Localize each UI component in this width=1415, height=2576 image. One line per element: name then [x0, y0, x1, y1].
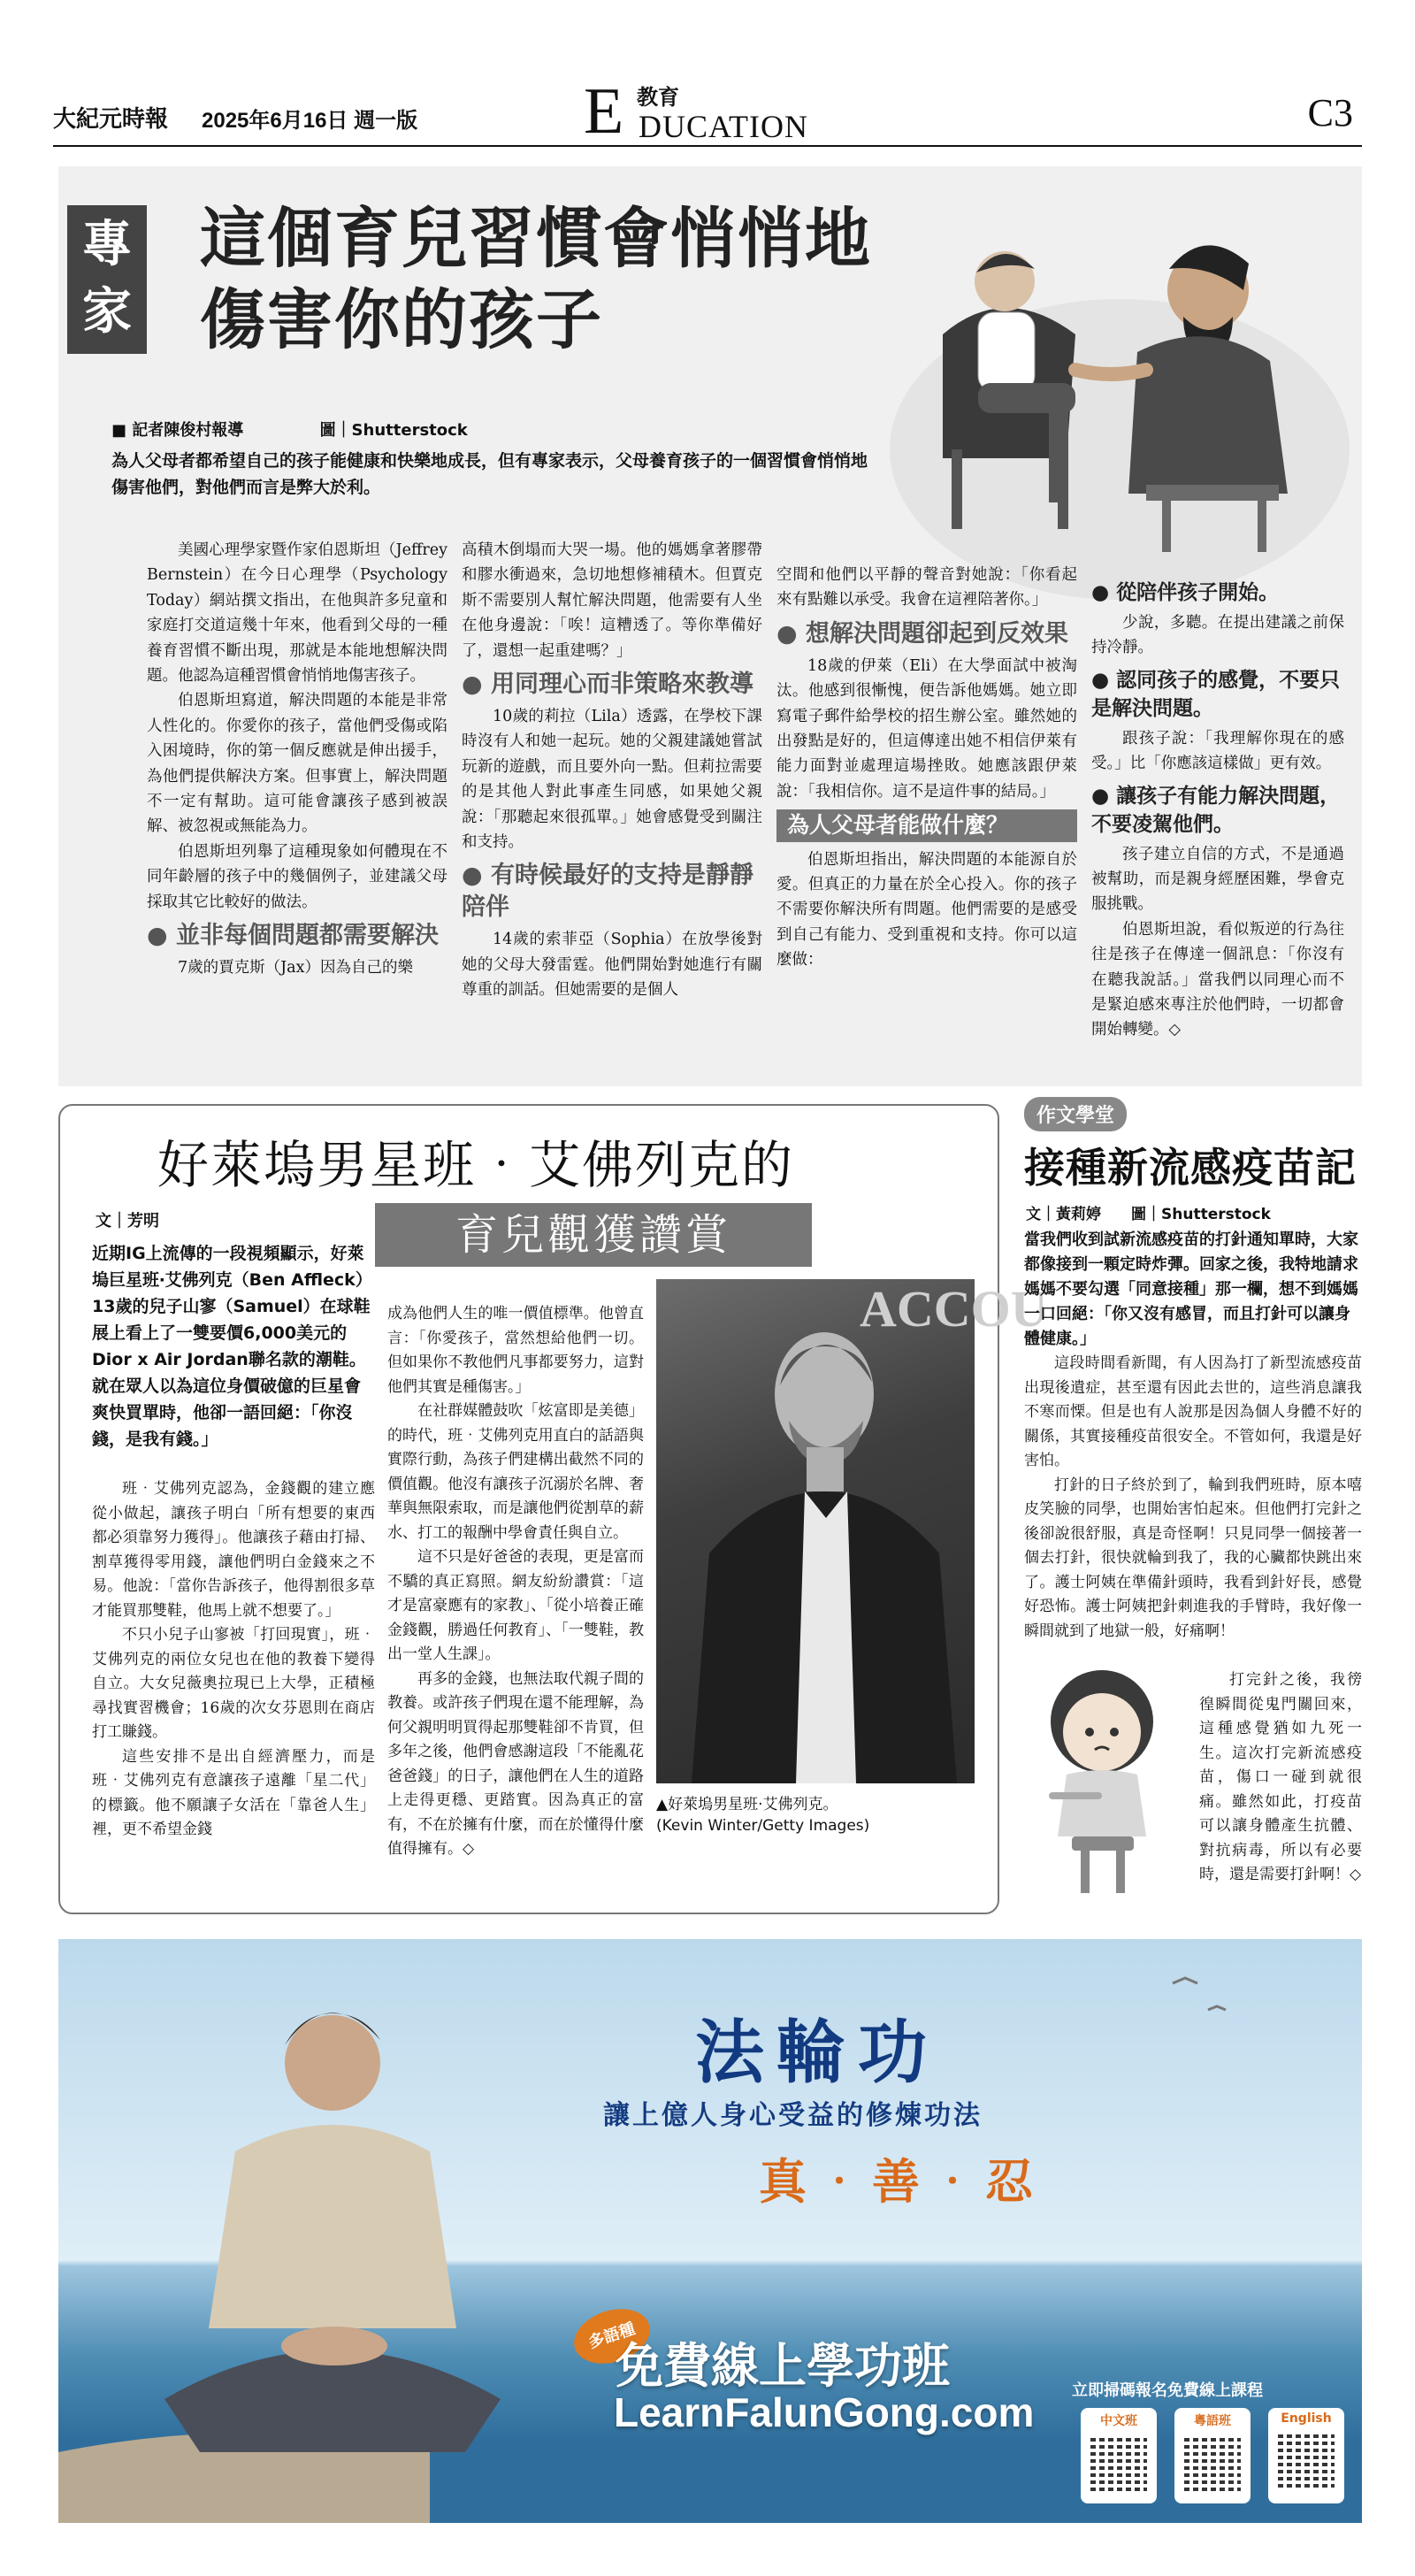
section-en: DUCATION: [639, 109, 808, 144]
falun-gong-ad: [58, 1939, 1362, 2523]
masthead: [53, 75, 1362, 148]
feature-byline: [111, 418, 468, 441]
ad-class-title: 免費線上學功班: [616, 2338, 950, 2394]
ad-url-link[interactable]: LearnFalunGong.com: [614, 2389, 1035, 2435]
essay-title: 接種新流感疫苗記: [1024, 1144, 1357, 1192]
essay-article: [1022, 1097, 1362, 1911]
paragraph: 伯恩斯坦列舉了這種現象如何體現在不同年齡層的孩子中的幾個例子，並建議父母採取其它比較好的做法。: [147, 842, 447, 911]
portrait-silhouette: [656, 1279, 975, 1783]
section-letter: E: [584, 75, 624, 148]
paragraph: 這不只是好爸爸的表現，更是富而不驕的真正寫照。網友紛紛讚賞：「這才是富豪應有的家教」、「從小培養正確金錢觀，勝過任何教育」、「一雙鞋，教出一堂人生課」。: [387, 1548, 644, 1663]
page-number: C3: [1307, 91, 1353, 134]
expert-tag: [67, 205, 147, 354]
subheading: ● 有時候最好的支持是靜靜陪伴: [462, 860, 762, 924]
paragraph: 孩子建立自信的方式，不是通過被幫助，而是親身經歷困難，學會克服挑戰。: [1091, 845, 1344, 914]
qr-code-chinese[interactable]: [1081, 2408, 1157, 2503]
qr-code-cantonese[interactable]: [1174, 2408, 1251, 2503]
article-title-banner: 育兒觀獲讚賞: [375, 1203, 812, 1267]
paragraph: 不只小兒子山寥被「打回現實」，班‧艾佛列克的兩位女兒也在他的教養下變得自立。大女兒薇奧拉現已上大學，正積極尋找實習機會；16歲的次女芬恩則在商店打工賺錢。: [92, 1626, 375, 1741]
article-title: 好萊塢男星班‧艾佛列克的: [157, 1135, 795, 1195]
qr-label: 中文班: [1100, 2414, 1137, 2428]
reporter: ■ 記者陳俊村報導: [111, 421, 244, 440]
feature-column-4: [1091, 573, 1344, 1043]
headline-line: 這個育兒習慣會悄悄地: [200, 201, 872, 277]
paragraph: 跟孩子說：「我理解你現在的感受。」比「你應該這樣做」更有效。: [1091, 729, 1344, 773]
paragraph: 空間和他們以平靜的聲音對她說：「你看起來有點難以承受。我會在這裡陪著你。」: [776, 566, 1077, 610]
caption-text: ▲好萊塢男星班‧艾佛列克。: [656, 1796, 838, 1813]
qr-label: 粵語班: [1194, 2414, 1231, 2428]
paragraph: 少說，多聽。在提出建議之前保持冷靜。: [1091, 614, 1344, 657]
photo-credit: 圖｜Shutterstock: [319, 421, 468, 440]
article-column-2: [387, 1302, 644, 1862]
paragraph: 高積木倒塌而大哭一場。他的媽媽拿著膠帶和膠水衝過來，急切地想修補積木。但賈克斯不需要別人幫忙解決問題，他需要有人坐在他身邊說：「唉！這糟透了。等你準備好了，還想一起重建嗎？」: [462, 541, 762, 660]
essay-body-bottom: [1199, 1668, 1362, 1888]
paragraph: 伯恩斯坦說，看似叛逆的行為往往是孩子在傳達一個訊息：「你沒有在聽我說話。」當我們以同理心而不是緊迫感來專注於他們時，一切都會開始轉變。◇: [1091, 920, 1344, 1039]
tip-heading: ● 認同孩子的感覺，不要只是解決問題。: [1091, 666, 1344, 723]
paragraph: 10歲的莉拉（Lila）透露，在學校下課時沒有人和她一起玩。她的父親建議她嘗試玩新的遊戲，而且要外向一點。但莉拉需要的是其他人對此事產生同感，如果她父親說：「那聽起來很孤單。」她會感覺受到關注和支持。: [462, 708, 762, 852]
paragraph: 再多的金錢，也無法取代親子間的教養。或許孩子們現在還不能理解，為何父親明明買得起那雙鞋卻不肯買，但多年之後，他們會感謝這段「不能亂花爸爸錢」的日子，讓他們在人生的道路上走得更穩、更踏實。因為真正的富有，不在於擁有什麼，而在於懂得什麼值得擁有。◇: [387, 1669, 644, 1858]
paragraph: 7歲的賈克斯（Jax）因為自己的樂: [178, 959, 413, 978]
essay-body-top: [1024, 1352, 1362, 1644]
girl-with-vaccine-illustration: [1022, 1660, 1190, 1898]
subheading: ● 想解決問題卻起到反效果: [776, 618, 1077, 650]
feature-lede: 為人父母者都希望自己的孩子能健康和快樂地成長，但有專家表示，父母養育孩子的一個習慣會悄悄地傷害他們，對他們而言是弊大於利。: [111, 451, 868, 497]
paragraph: 班‧艾佛列克認為，金錢觀的建立應從小做起，讓孩子明白「所有想要的東西都必須靠努力獲得」。他讓孩子藉由打掃、割草獲得零用錢，讓他們明白金錢來之不易。他說：「當你告訴孩子，他得割很多草才能買那雙鞋，他馬上就不想要了。」: [92, 1480, 375, 1620]
caption-credit: (Kevin Winter/Getty Images): [656, 1817, 870, 1835]
feature-article: [58, 166, 1362, 1086]
paper-date: 2025年6月16日 週一版: [202, 109, 418, 133]
tip-heading: ● 從陪伴孩子開始。: [1091, 579, 1344, 607]
feature-column-1: [147, 538, 447, 981]
article-lede: 近期IG上流傳的一段視頻顯示，好萊塢巨星班‧艾佛列克（Ben Affleck）13歲的兒子山寥（Samuel）在球鞋展上看上了一雙要價6,000美元的Dior x Air Jordan聯名款的潮鞋。就在眾人以為這位身價破億的巨星會爽快買單時，他卻一語回絕：「你沒錢，是我有錢。」: [92, 1244, 372, 1449]
tag-char: 家: [82, 282, 132, 341]
ad-call-to-action: 立即掃碼報名免費線上課程: [1072, 2381, 1263, 2400]
subheading: ● 用同理心而非策略來教導: [462, 669, 762, 701]
paragraph: 伯恩斯坦寫道，解決問題的本能是非常人性化的。你愛你的孩子，當他們受傷或陷入困境時，你的第一個反應就是伸出援手，為他們提供解決方案。但事實上，解決問題不一定有幫助。這可能會讓孩子感到被誤解、被忽視或無能為力。: [147, 692, 447, 836]
paragraph: 14歲的索菲亞（Sophia）在放學後對她的父母大發雷霆。他們開始對她進行有關尊重的訓話。但她需要的是個人: [462, 931, 762, 1000]
parent-child-illustration: [854, 184, 1350, 573]
qr-code-english[interactable]: [1268, 2408, 1344, 2503]
article-byline: 文｜芳明: [96, 1212, 159, 1230]
ben-affleck-photo: [656, 1279, 1048, 1783]
tag-char: 專: [82, 215, 132, 273]
ad-title: 法輪功: [695, 2012, 940, 2093]
feature-column-3: [776, 563, 1077, 973]
qr-code-icon: [1090, 2434, 1147, 2491]
ad-virtues: 真‧善‧忍: [759, 2153, 1042, 2210]
ben-affleck-article: [58, 1104, 1048, 1914]
article-column-1: [92, 1477, 375, 1843]
tips-box-heading: 為人父母者能做什麼？: [776, 809, 1077, 841]
qr-code-icon: [1278, 2431, 1335, 2488]
subheading: ● 並非每個問題都需要解決: [147, 920, 447, 952]
headline-line: 傷害你的孩子: [200, 282, 603, 358]
multilingual-badge: 多語種: [567, 2300, 657, 2373]
paragraph: 在社群媒體鼓吹「炫富即是美德」的時代，班‧艾佛列克用直白的話語與實際行動，為孩子們建構出截然不同的價值觀。他沒有讓孩子沉溺於名牌、奢華與無限索取，而是讓他們從割草的薪水、打工的報酬中學會責任與自立。: [387, 1402, 644, 1542]
paper-name: 大紀元時報: [53, 106, 169, 133]
paragraph: 成為他們人生的唯一價值標準。他曾直言：「你愛孩子，當然想給他們一切。但如果你不教他們凡事都要努力，這對他們其實是種傷害。」: [387, 1305, 644, 1396]
paragraph: 美國心理學家暨作家伯恩斯坦（Jeffrey Bernstein）在今日心理學（Psychology Today）網站撰文指出，在他與許多兒童和家庭打交道這幾十年來，他看到父母的一種養育習慣不斷出現，那就是本能地想解決問題。他認為這種習慣會悄悄地傷害孩子。: [147, 541, 447, 686]
paragraph: 這些安排不是出自經濟壓力，而是班‧艾佛列克有意讓孩子遠離「星二代」的標籤。他不願讓子女活在「靠爸人生」裡，更不希望金錢: [92, 1747, 375, 1838]
essay-label: 作文學堂: [1024, 1097, 1127, 1131]
qr-code-icon: [1184, 2434, 1241, 2491]
paragraph: 打針的日子終於到了，輪到我們班時，原本嘻皮笑臉的同學，也開始害怕起來。但他們打完針之後卻說很舒服，真是奇怪啊！只見同學一個接著一個去打針，很快就輪到我了，我的心臟都快跳出來了。護士阿姨在準備針頭時，我看到針好長，感覺好恐怖。護士阿姨把針刺進我的手臂時，我好像一瞬間就到了地獄一般，好痛啊！: [1024, 1476, 1362, 1640]
backdrop-text: ACCOU: [860, 1280, 1048, 1338]
ad-subtitle: 讓上億人身心受益的修煉功法: [603, 2100, 983, 2131]
feature-headline: [200, 198, 872, 361]
paragraph: 這段時間看新聞，有人因為打了新型流感疫苗出現後遺症，甚至還有因此去世的，這些消息讓我不寒而慄。但是也有人說那是因為個人身體不好的關係，其實接種疫苗很安全。不管如何，我還是好害怕。: [1024, 1354, 1362, 1469]
qr-label: English: [1281, 2411, 1332, 2426]
feature-column-2: [462, 538, 762, 1003]
section-zh: 教育: [637, 84, 679, 110]
tip-heading: ● 讓孩子有能力解決問題，不要凌駕他們。: [1091, 782, 1344, 839]
paragraph: 伯恩斯坦指出，解決問題的本能源自於愛。但真正的力量在於全心投入。你的孩子不需要你解決所有問題。他們需要的是感受到自己有能力、受到重視和支持。你可以這麼做：: [776, 850, 1077, 970]
paragraph: 18歲的伊萊（Eli）在大學面試中被淘汰。他感到很慚愧，便告訴他媽媽。她立即寫電子郵件給學校的招生辦公室。雖然她的出發點是好的，但這傳達出她不相信伊萊有能力面對並處理這場挫敗。她應該跟伊萊說：「我相信你。這不是這件事的結局。」: [776, 656, 1077, 801]
essay-lede: 當我們收到試新流感疫苗的打針通知單時，大家都像接到一顆定時炸彈。回家之後，我特地請求媽媽不要勾選「同意接種」那一欄，想不到媽媽一口回絕：「你又沒有感冒，而且打針可以讓身體健康。」: [1024, 1230, 1358, 1348]
photo-caption: [656, 1794, 983, 1836]
paragraph: 打完針之後，我徬徨瞬間從鬼門關回來，這種感覺猶如九死一生。這次打完新流感疫苗，傷口一碰到就很痛。雖然如此，打疫苗可以讓身體產生抗體、對抗病毒，所以有必要時，還是需要打針啊！◇: [1199, 1671, 1362, 1883]
essay-byline: 文｜黃莉婷 圖｜Shutterstock: [1026, 1206, 1271, 1223]
